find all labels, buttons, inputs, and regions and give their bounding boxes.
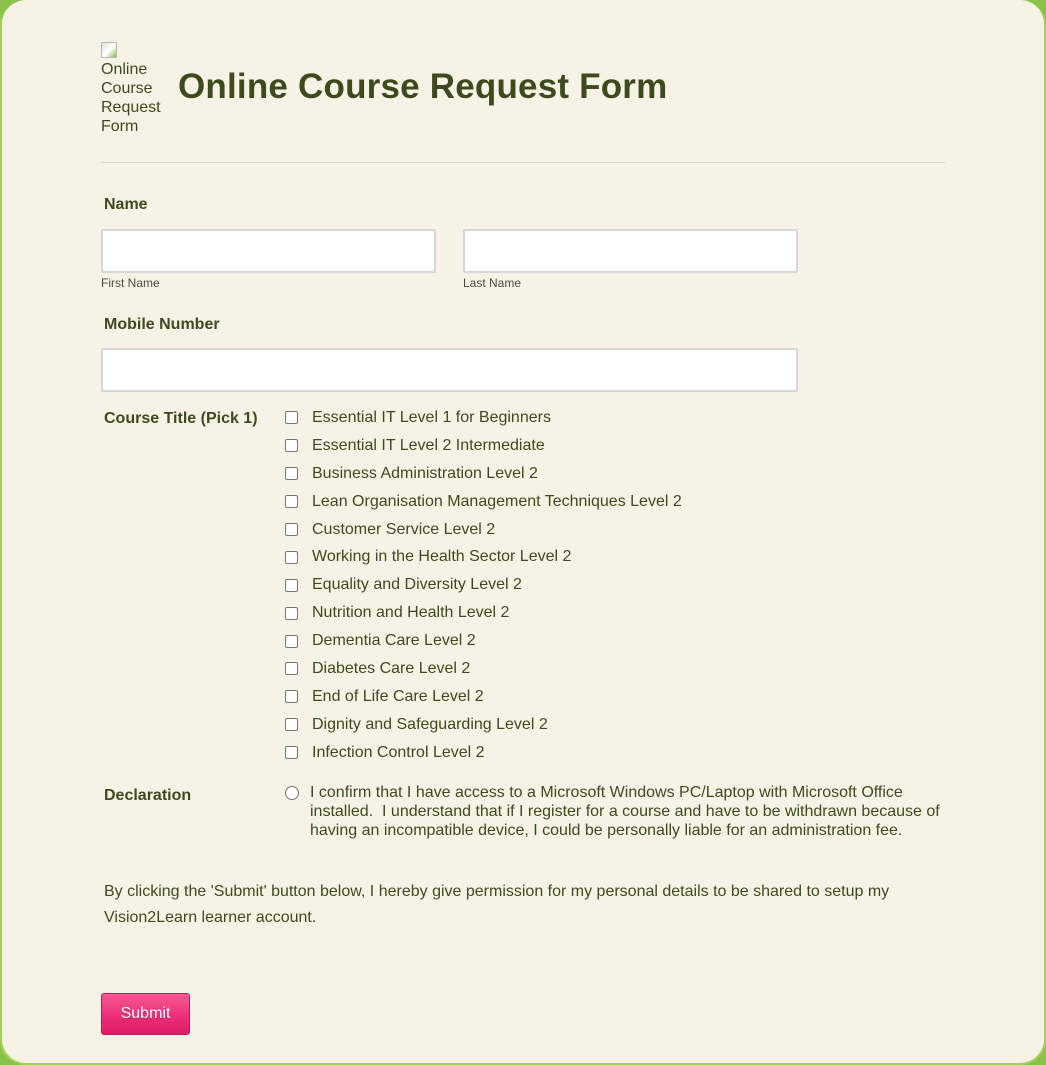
checkbox[interactable] xyxy=(285,662,298,675)
course-option-label: Working in the Health Sector Level 2 xyxy=(312,548,572,566)
declaration-radio[interactable] xyxy=(285,786,299,800)
course-option[interactable] xyxy=(283,683,682,711)
course-option[interactable] xyxy=(283,432,682,460)
checkbox[interactable] xyxy=(285,607,298,620)
course-option[interactable] xyxy=(283,488,682,516)
course-option[interactable] xyxy=(283,571,682,599)
checkbox[interactable] xyxy=(285,551,298,564)
course-option[interactable] xyxy=(283,460,682,488)
course-option-label: Infection Control Level 2 xyxy=(312,743,485,761)
last-name-sublabel: Last Name xyxy=(463,276,522,290)
course-option-label: Diabetes Care Level 2 xyxy=(312,659,471,677)
mobile-number-input[interactable] xyxy=(101,348,798,392)
first-name-input[interactable] xyxy=(101,229,436,273)
course-option-label: Customer Service Level 2 xyxy=(312,520,496,538)
course-option-label: Nutrition and Health Level 2 xyxy=(312,604,510,622)
course-title-label: Course Title (Pick 1) xyxy=(104,410,258,427)
course-option-label: Dementia Care Level 2 xyxy=(312,632,476,650)
header-divider xyxy=(101,162,945,163)
page-title: Online Course Request Form xyxy=(178,67,668,106)
declaration-text: I confirm that I have access to a Microsoft Windows PC/Laptop with Microsoft Office installed. I understand that if I register for a course and have to be withdrawn because of having an incompatible device, I could be personally liable for an administration fee. xyxy=(310,784,945,839)
checkbox[interactable] xyxy=(285,690,298,703)
checkbox[interactable] xyxy=(285,718,298,731)
logo-alt-text: Online Course Request Form xyxy=(101,61,161,135)
mobile-number-label: Mobile Number xyxy=(104,316,220,333)
course-option[interactable] xyxy=(283,711,682,739)
name-label: Name xyxy=(104,196,148,213)
course-option[interactable] xyxy=(283,599,682,627)
broken-image-icon xyxy=(101,42,117,58)
course-option-label: Dignity and Safeguarding Level 2 xyxy=(312,715,548,733)
permission-text: By clicking the 'Submit' button below, I hereby give permission for my personal details to be shared to setup my Vision2Learn learner account. xyxy=(104,883,890,926)
checkbox[interactable] xyxy=(285,467,298,480)
checkbox[interactable] xyxy=(285,635,298,648)
course-option-label: End of Life Care Level 2 xyxy=(312,687,484,705)
course-option[interactable] xyxy=(283,543,682,571)
logo-image xyxy=(101,42,171,136)
submit-button[interactable]: Submit xyxy=(101,993,190,1035)
checkbox[interactable] xyxy=(285,411,298,424)
course-option[interactable] xyxy=(283,739,682,767)
course-option[interactable] xyxy=(283,655,682,683)
last-name-input[interactable] xyxy=(463,229,798,273)
course-option-label: Business Administration Level 2 xyxy=(312,464,538,482)
checkbox[interactable] xyxy=(285,579,298,592)
checkbox[interactable] xyxy=(285,439,298,452)
checkbox[interactable] xyxy=(285,523,298,536)
course-option[interactable] xyxy=(283,404,682,432)
course-option-label: Equality and Diversity Level 2 xyxy=(312,576,522,594)
course-option[interactable] xyxy=(283,627,682,655)
checkbox[interactable] xyxy=(285,495,298,508)
course-option-label: Essential IT Level 1 for Beginners xyxy=(312,408,551,426)
course-option-label: Essential IT Level 2 Intermediate xyxy=(312,436,545,454)
course-options xyxy=(283,404,682,767)
form-container xyxy=(2,0,1044,1063)
course-option-label: Lean Organisation Management Techniques Level 2 xyxy=(312,492,682,510)
first-name-sublabel: First Name xyxy=(101,276,160,290)
checkbox[interactable] xyxy=(285,746,298,759)
course-option[interactable] xyxy=(283,516,682,544)
declaration-label: Declaration xyxy=(104,787,192,804)
